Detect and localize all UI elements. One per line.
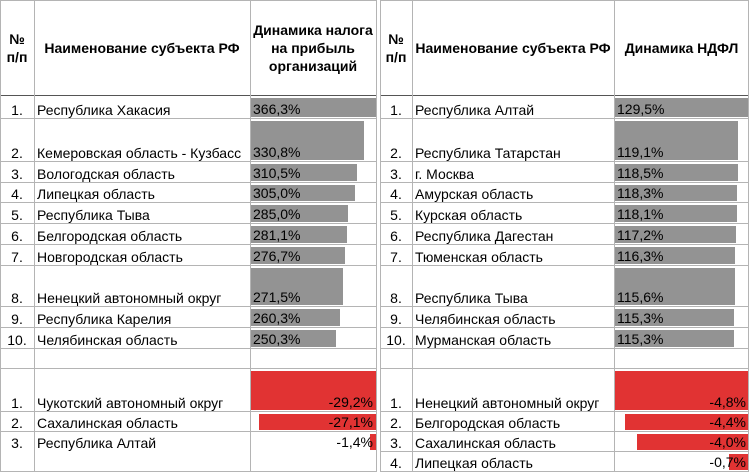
right-value-cell xyxy=(614,432,749,452)
grid-line xyxy=(0,265,376,266)
left-row-name: Республика Карелия xyxy=(37,311,172,327)
right-row-name: Республика Алтай xyxy=(415,102,535,118)
right-value-label: 118,1% xyxy=(617,206,664,222)
right-value-cell xyxy=(614,412,749,432)
left-value-cell xyxy=(250,119,376,162)
grid-line xyxy=(380,95,749,96)
left-value-cell xyxy=(250,307,376,328)
right-value-label: 119,1% xyxy=(617,144,664,160)
left-header-num: № п/п xyxy=(6,31,28,65)
left-value-label: 330,8% xyxy=(253,144,301,160)
grid-line xyxy=(380,451,749,452)
right-row-name: Ненецкий автономный округ xyxy=(415,395,600,411)
right-row-number: 6. xyxy=(390,228,402,244)
grid-line xyxy=(380,244,749,245)
left-value-cell xyxy=(250,162,376,183)
right-header-name: Наименование субъекта РФ xyxy=(415,40,611,56)
right-value-label: -0,7% xyxy=(709,454,746,470)
left-value-cell xyxy=(250,183,376,203)
grid-line xyxy=(34,0,35,472)
left-row-number: 10. xyxy=(7,332,27,348)
right-row-number: 2. xyxy=(390,415,402,431)
left-row-number: 2. xyxy=(11,415,23,431)
left-value-cell xyxy=(250,369,376,412)
grid-line xyxy=(380,327,749,328)
right-row-name: Тюменская область xyxy=(415,249,543,265)
left-value-label: 305,0% xyxy=(253,185,301,201)
right-row-name: Курская область xyxy=(415,207,523,223)
right-row-number: 10. xyxy=(386,332,406,348)
right-row-number: 3. xyxy=(390,435,402,451)
left-value-cell xyxy=(250,432,376,452)
grid-line xyxy=(0,161,376,162)
left-value-label: 260,3% xyxy=(253,310,301,326)
grid-line xyxy=(0,118,376,119)
right-row-number: 1. xyxy=(390,395,402,411)
grid-line xyxy=(0,431,376,432)
right-value-label: -4,4% xyxy=(709,414,746,430)
grid-line xyxy=(380,223,749,224)
right-value-label: 115,6% xyxy=(617,289,664,305)
right-row-number: 4. xyxy=(390,455,402,471)
grid-line xyxy=(380,431,749,432)
grid-line xyxy=(380,265,749,266)
grid-line xyxy=(0,306,376,307)
right-row-name: Республика Татарстан xyxy=(415,145,561,161)
left-header-name: Наименование субъекта РФ xyxy=(44,40,240,56)
left-row-number: 7. xyxy=(11,249,23,265)
right-value-cell xyxy=(614,224,749,245)
grid-line xyxy=(380,182,749,183)
left-value-cell xyxy=(250,224,376,245)
left-row-number: 1. xyxy=(11,395,23,411)
left-row-number: 3. xyxy=(11,435,23,451)
right-value-cell xyxy=(614,183,749,203)
right-value-cell xyxy=(614,162,749,183)
grid-line xyxy=(614,0,615,472)
left-row-number: 9. xyxy=(11,311,23,327)
grid-line xyxy=(380,202,749,203)
grid-line xyxy=(380,161,749,162)
right-header-value: Динамика НДФЛ xyxy=(624,40,739,56)
right-row-number: 8. xyxy=(390,290,402,306)
grid-line xyxy=(0,202,376,203)
left-value-label: 250,3% xyxy=(253,331,301,347)
left-value-label: 281,1% xyxy=(253,227,301,243)
right-value-cell xyxy=(614,452,749,472)
left-value-cell xyxy=(250,328,376,349)
grid-line xyxy=(0,182,376,183)
left-row-name: Республика Хакасия xyxy=(37,102,171,118)
grid-line xyxy=(0,95,376,96)
right-row-name: г. Москва xyxy=(415,166,474,182)
left-value-label: 310,5% xyxy=(253,165,301,181)
left-row-name: Липецкая область xyxy=(37,186,155,202)
left-row-name: Новгородская область xyxy=(37,249,183,265)
left-row-name: Ненецкий автономный округ xyxy=(37,290,222,306)
grid-line xyxy=(380,368,749,369)
left-row-number: 8. xyxy=(11,290,23,306)
left-row-name: Вологодская область xyxy=(37,166,175,182)
grid-line xyxy=(0,348,376,349)
left-row-number: 3. xyxy=(11,166,23,182)
grid-line xyxy=(380,0,381,472)
left-row-name: Республика Тыва xyxy=(37,207,150,223)
right-row-name: Челябинская область xyxy=(415,311,556,327)
right-row-number: 7. xyxy=(390,249,402,265)
left-value-label: -27,1% xyxy=(328,414,373,430)
left-row-number: 1. xyxy=(11,102,23,118)
left-value-label: 285,0% xyxy=(253,206,301,222)
grid-line xyxy=(0,411,376,412)
left-row-name: Челябинская область xyxy=(37,332,178,348)
left-value-label: 276,7% xyxy=(253,248,301,264)
right-value-cell xyxy=(614,266,749,307)
right-value-label: 118,3% xyxy=(617,185,664,201)
right-value-label: 118,5% xyxy=(617,165,664,181)
right-value-label: 129,5% xyxy=(617,101,665,117)
grid-line xyxy=(0,223,376,224)
left-value-label: 366,3% xyxy=(253,101,301,117)
grid-line xyxy=(380,348,749,349)
left-value-cell xyxy=(250,266,376,307)
left-row-number: 2. xyxy=(11,145,23,161)
grid-line xyxy=(0,327,376,328)
left-row-name: Сахалинская область xyxy=(37,415,178,431)
right-row-number: 2. xyxy=(390,145,402,161)
right-value-cell xyxy=(614,119,749,162)
right-header-num: № п/п xyxy=(385,31,407,65)
left-row-number: 5. xyxy=(11,207,23,223)
right-row-number: 9. xyxy=(390,311,402,327)
grid-line xyxy=(380,118,749,119)
left-value-cell xyxy=(250,96,376,119)
right-value-label: 117,2% xyxy=(617,227,664,243)
right-row-number: 3. xyxy=(390,166,402,182)
right-value-cell xyxy=(614,96,749,119)
right-row-name: Республика Тыва xyxy=(415,290,528,306)
right-value-cell xyxy=(614,369,749,412)
left-row-number: 6. xyxy=(11,228,23,244)
left-value-label: 271,5% xyxy=(253,289,301,305)
right-value-label: 115,3% xyxy=(617,310,664,326)
grid-line xyxy=(0,0,1,472)
grid-line xyxy=(0,0,376,1)
right-value-cell xyxy=(614,245,749,266)
left-value-cell xyxy=(250,245,376,266)
right-row-name: Мурманская область xyxy=(415,332,552,348)
left-row-name: Кемеровская область - Кузбасс xyxy=(37,145,242,161)
right-row-name: Сахалинская область xyxy=(415,435,556,451)
right-row-number: 4. xyxy=(390,186,402,202)
right-row-name: Республика Дагестан xyxy=(415,228,554,244)
left-header-value: Динамика налога на прибыль организаций xyxy=(253,22,373,74)
grid-line xyxy=(0,244,376,245)
left-row-number: 4. xyxy=(11,186,23,202)
right-row-number: 5. xyxy=(390,207,402,223)
right-value-cell xyxy=(614,307,749,328)
grid-line xyxy=(250,0,251,472)
right-value-cell xyxy=(614,203,749,224)
grid-line xyxy=(0,368,376,369)
left-row-name: Республика Алтай xyxy=(37,435,157,451)
left-value-cell xyxy=(250,412,376,432)
right-value-cell xyxy=(614,328,749,349)
grid-line xyxy=(376,0,377,472)
right-row-name: Амурская область xyxy=(415,186,534,202)
right-value-label: -4,0% xyxy=(709,434,746,450)
left-value-cell xyxy=(250,203,376,224)
left-value-label: -29,2% xyxy=(328,394,373,410)
right-row-name: Липецкая область xyxy=(415,455,533,471)
left-row-name: Белгородская область xyxy=(37,228,183,244)
grid-line xyxy=(380,411,749,412)
right-row-number: 1. xyxy=(390,102,402,118)
left-value-label: -1,4% xyxy=(336,434,373,450)
grid-line xyxy=(412,0,413,472)
right-row-name: Белгородская область xyxy=(415,415,561,431)
right-value-label: 115,3% xyxy=(617,331,664,347)
left-row-name: Чукотский автономный округ xyxy=(37,395,224,411)
grid-line xyxy=(380,0,749,1)
right-value-label: -4,8% xyxy=(709,394,746,410)
right-value-label: 116,3% xyxy=(617,248,664,264)
grid-line xyxy=(380,306,749,307)
